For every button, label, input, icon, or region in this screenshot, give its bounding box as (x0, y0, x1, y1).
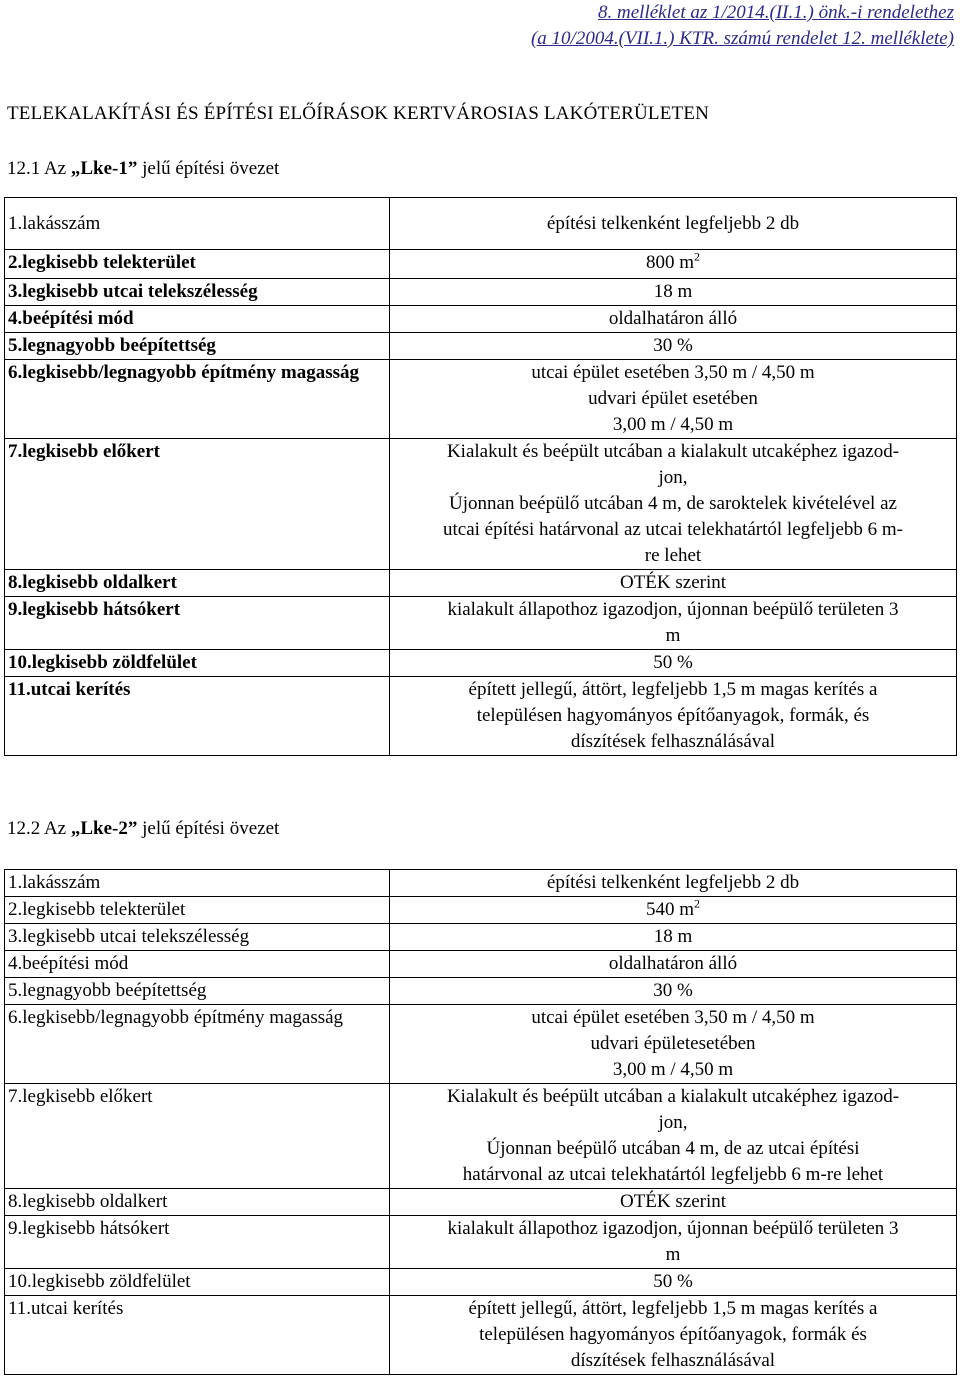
row-value: 18 m (390, 279, 957, 306)
row-value: Kialakult és beépült utcában a kialakult utcaképhez igazod- jon, Újonnan beépülő utcában 4 m, de az utcai építési határvonal az utcai telekhatártól legfeljebb 6 m-re lehet (390, 1084, 957, 1189)
row-value: építési telkenként legfeljebb 2 db (390, 198, 957, 250)
row-value: építési telkenként legfeljebb 2 db (390, 870, 957, 897)
document-header (531, 0, 954, 52)
row-value: kialakult állapothoz igazodjon, újonnan beépülő területen 3 m (390, 597, 957, 650)
row-label: 6.legkisebb/legnagyobb építmény magasság (5, 1005, 390, 1084)
row-value: Kialakult és beépült utcában a kialakult utcaképhez igazod- jon, Újonnan beépülő utcában 4 m, de saroktelek kivételével az utcai építési határvonal az utcai telekhatártól legfeljebb 6 m- re lehet (390, 439, 957, 570)
row-label: 8.legkisebb oldalkert (5, 1189, 390, 1216)
row-label: 3.legkisebb utcai telekszélesség (5, 279, 390, 306)
row-value: 30 % (390, 978, 957, 1005)
row-value: épített jellegű, áttört, legfeljebb 1,5 m magas kerítés a településen hagyományos építőanyagok, formák, és díszítések felhasználásával (390, 677, 957, 756)
table-row (5, 924, 957, 951)
row-value: 800 $m^2$ (390, 250, 957, 279)
table-row (5, 951, 957, 978)
row-value: utcai épület esetében 3,50 m / 4,50 m udvari épületesetében 3,00 m / 4,50 m (390, 1005, 957, 1084)
row-value: oldalhatáron álló (390, 306, 957, 333)
row-value: 18 m (390, 924, 957, 951)
table-row (5, 978, 957, 1005)
section-title-lke1: 12.1 Az „Lke-1” jelű építési övezet (7, 158, 280, 179)
row-label: 5.legnagyobb beépítettség (5, 333, 390, 360)
row-value: utcai épület esetében 3,50 m / 4,50 m udvari épület esetében 3,00 m / 4,50 m (390, 360, 957, 439)
table-row (5, 1189, 957, 1216)
row-label: 7.legkisebb előkert (5, 439, 390, 570)
row-label: 2.legkisebb telekterület (5, 897, 390, 924)
table-row (5, 439, 957, 570)
row-label: 1.lakásszám (5, 870, 390, 897)
table-row (5, 677, 957, 756)
table-row (5, 306, 957, 333)
row-value: OTÉK szerint (390, 1189, 957, 1216)
table-row (5, 360, 957, 439)
table-row (5, 870, 957, 897)
row-label: 11.utcai kerítés (5, 1296, 390, 1375)
main-title: TELEKALAKÍTÁSI ÉS ÉPÍTÉSI ELŐÍRÁSOK KERTVÁROSIAS LAKÓTERÜLETEN (7, 103, 710, 124)
zone-table-lke2 (4, 869, 957, 1375)
table-row (5, 1216, 957, 1269)
row-label: 5.legnagyobb beépítettség (5, 978, 390, 1005)
row-label: 11.utcai kerítés (5, 677, 390, 756)
row-value: oldalhatáron álló (390, 951, 957, 978)
row-value: 50 % (390, 1269, 957, 1296)
header-line-2: (a 10/2004.(VII.1.) KTR. számú rendelet 12. melléklete) (530, 28, 954, 49)
table-row (5, 650, 957, 677)
row-label: 3.legkisebb utcai telekszélesség (5, 924, 390, 951)
row-label: 1.lakásszám (5, 198, 390, 250)
row-value: 30 % (390, 333, 957, 360)
row-value: 50 % (390, 650, 957, 677)
row-label: 9.legkisebb hátsókert (5, 1216, 390, 1269)
table-row (5, 1084, 957, 1189)
row-label: 7.legkisebb előkert (5, 1084, 390, 1189)
row-value: 540 $m^2$ (390, 897, 957, 924)
table-row (5, 1269, 957, 1296)
table-row (5, 279, 957, 306)
table-row (5, 198, 957, 250)
zone-code: „Lke-1” (70, 158, 138, 179)
table-row (5, 897, 957, 924)
zone-table-lke1 (4, 197, 957, 756)
header-line-1: 8. melléklet az 1/2014.(II.1.) önk.-i rendelethez (598, 2, 954, 23)
row-label: 10.legkisebb zöldfelület (5, 1269, 390, 1296)
row-label: 2.legkisebb telekterület (5, 250, 390, 279)
section-title-lke2: 12.2 Az „Lke-2” jelű építési övezet (7, 818, 280, 839)
row-value: OTÉK szerint (390, 570, 957, 597)
row-label: 8.legkisebb oldalkert (5, 570, 390, 597)
row-value: kialakult állapothoz igazodjon, újonnan beépülő területen 3 m (390, 1216, 957, 1269)
row-label: 6.legkisebb/legnagyobb építmény magasság (5, 360, 390, 439)
row-label: 9.legkisebb hátsókert (5, 597, 390, 650)
zone-code: „Lke-2” (70, 818, 138, 839)
table-row (5, 570, 957, 597)
row-label: 4.beépítési mód (5, 306, 390, 333)
row-label: 4.beépítési mód (5, 951, 390, 978)
table-row (5, 1005, 957, 1084)
table-row (5, 250, 957, 279)
table-row (5, 333, 957, 360)
row-value: épített jellegű, áttört, legfeljebb 1,5 m magas kerítés a településen hagyományos építőanyagok, formák és díszítések felhasználásával (390, 1296, 957, 1375)
table-row (5, 1296, 957, 1375)
table-row (5, 597, 957, 650)
row-label: 10.legkisebb zöldfelület (5, 650, 390, 677)
